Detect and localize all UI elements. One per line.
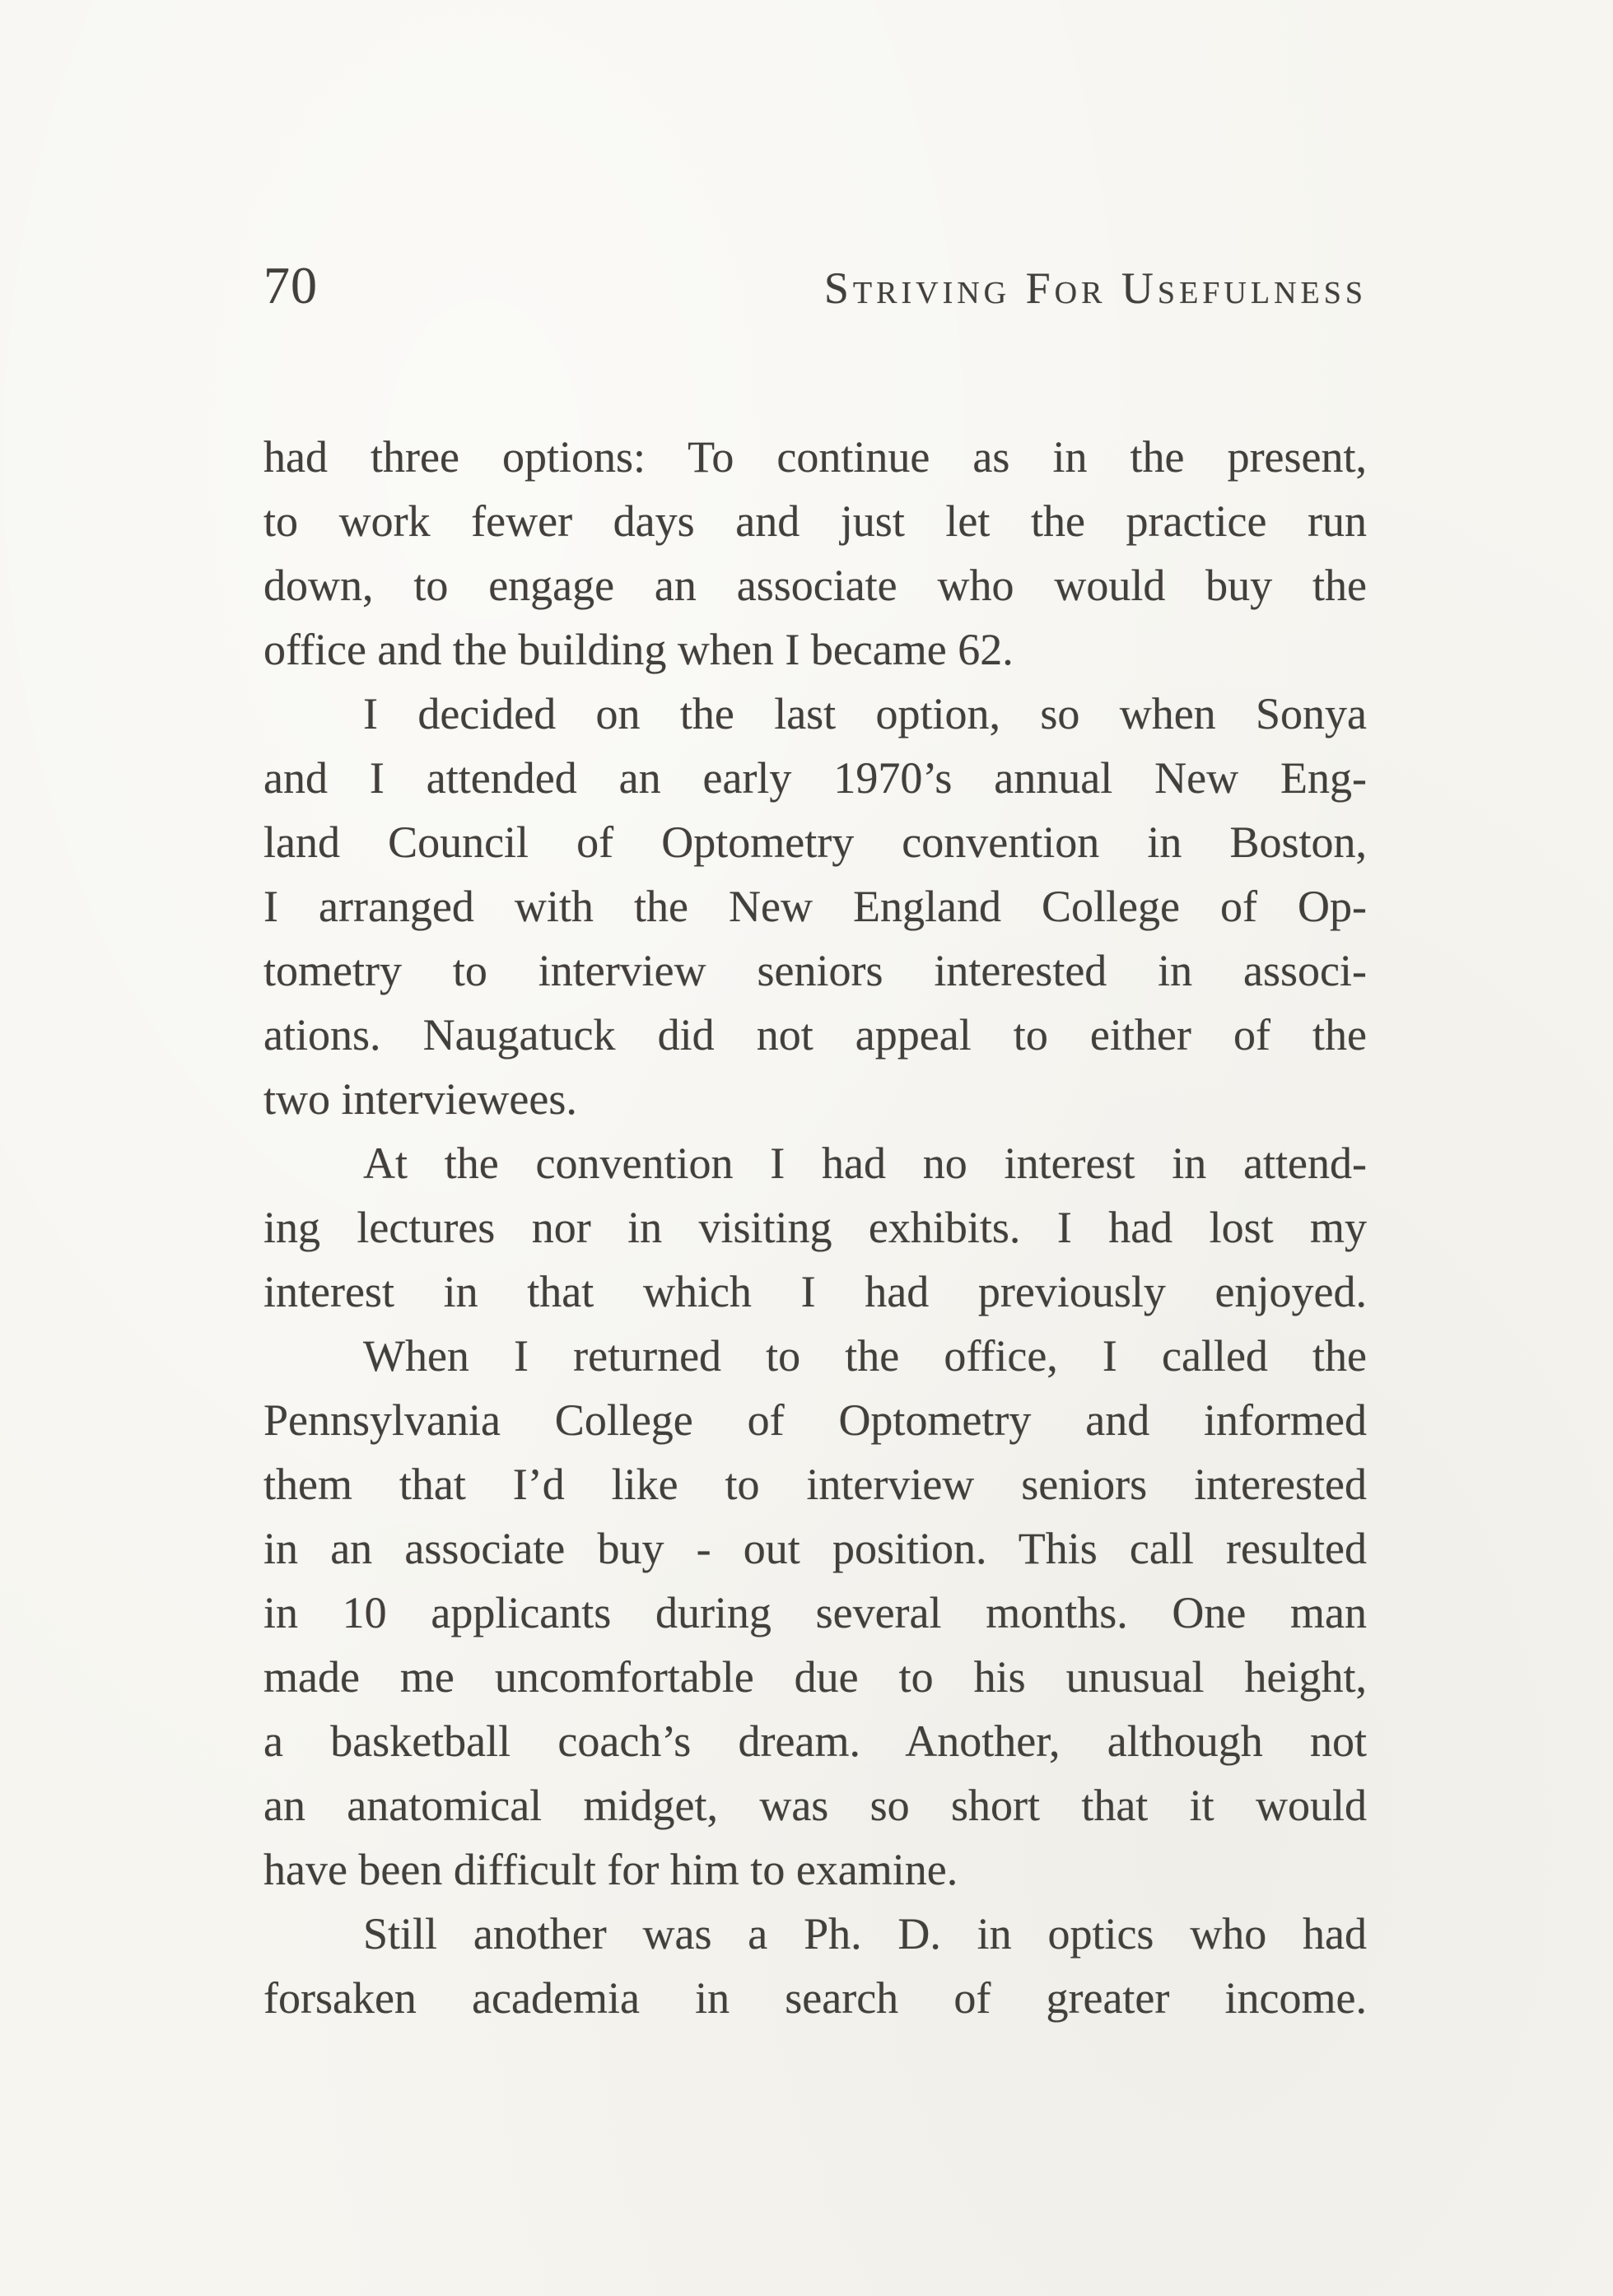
running-title: Striving For Usefulness	[823, 263, 1367, 313]
page-header	[263, 255, 1367, 316]
text-line: and I attended an early 1970’s annual New Eng-	[263, 753, 1367, 803]
text-line: ations. Naugatuck did not appeal to either of the	[263, 1010, 1367, 1060]
page-number: 70	[263, 256, 318, 314]
text-line: had three options: To continue as in the present,	[263, 432, 1367, 482]
text-line: When I returned to the office, I called the	[363, 1331, 1367, 1381]
text-line: land Council of Optometry convention in Boston,	[263, 817, 1367, 867]
text-line: them that I’d like to interview seniors interested	[263, 1460, 1367, 1509]
text-line: to work fewer days and just let the practice run	[263, 496, 1367, 546]
text-line: I decided on the last option, so when Sonya	[363, 689, 1367, 738]
text-line: forsaken academia in search of greater income.	[263, 1973, 1367, 2023]
text-line: At the convention I had no interest in attend-	[363, 1139, 1367, 1188]
text-line: I arranged with the New England College of Op-	[263, 882, 1367, 931]
text-line: down, to engage an associate who would buy the	[263, 561, 1367, 610]
text-line: an anatomical midget, was so short that it would	[263, 1781, 1367, 1830]
text-line: Pennsylvania College of Optometry and informed	[263, 1395, 1367, 1445]
text-line: have been difficult for him to examine.	[263, 1845, 958, 1894]
text-body	[263, 425, 1367, 2030]
text-line: Still another was a Ph. D. in optics who had	[363, 1909, 1367, 1958]
text-line: ing lectures nor in visiting exhibits. I had lost my	[263, 1203, 1367, 1252]
text-line: office and the building when I became 62.	[263, 625, 1014, 674]
text-line: two interviewees.	[263, 1074, 577, 1124]
text-line: in an associate buy - out position. This call resulted	[263, 1524, 1367, 1573]
text-line: tometry to interview seniors interested in associ-	[263, 946, 1367, 995]
text-line: in 10 applicants during several months. One man	[263, 1588, 1367, 1637]
text-line: interest in that which I had previously enjoyed.	[263, 1267, 1367, 1316]
text-line: a basketball coach’s dream. Another, although not	[263, 1716, 1367, 1766]
text-line: made me uncomfortable due to his unusual height,	[263, 1652, 1367, 1702]
